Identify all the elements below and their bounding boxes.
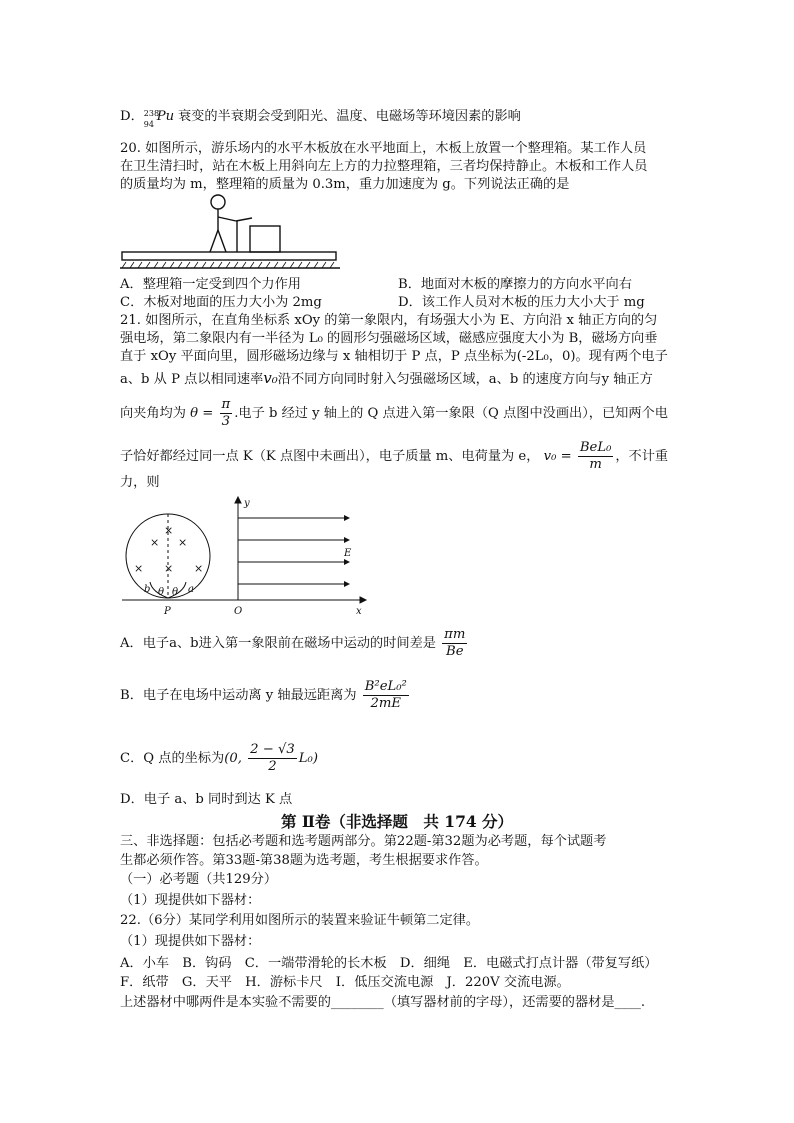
- q21-option-b: B．电子在电场中运动离 y 轴最远距离为 $\frac{\text{B²eL₀²}}{2mE}$: [120, 679, 407, 711]
- theta-fraction: $\frac{\pi}{3}$: [221, 397, 231, 429]
- equipment-list-line2: F．纸带 G．天平 H．游标卡尺 I．低压交流电源 J．220V 交流电源。: [120, 975, 570, 990]
- q20-stem-line2: 在卫生清扫时，站在木板上用斜向左上方的力拉整理箱，三者均保持静止。木板和工作人员: [120, 159, 648, 174]
- q21-stem-line7: 力，则: [120, 475, 160, 490]
- x-axis-arrow: [360, 597, 366, 603]
- field-cross: ×: [194, 562, 204, 575]
- option-a-fraction: $\frac{\pi m}{Be}$: [444, 627, 466, 659]
- pull-rope: [236, 218, 252, 221]
- required-section-title: （一）必考题（共129分）: [120, 872, 278, 887]
- part-two-intro-line1: 三、非选择题：包括必考题和选考题两部分。第22题-第32题为必考题，每个试题考: [120, 834, 607, 849]
- electron-a-label: a: [188, 584, 194, 595]
- q20-stem-line3: 的质量均为 m，整理箱的质量为 0.3m，重力加速度为 g。下列说法正确的是: [120, 177, 570, 192]
- q20-option-c: C．木板对地面的压力大小为 2mg: [120, 295, 322, 310]
- electron-b-label: b: [144, 584, 151, 595]
- worker-arm: [218, 217, 236, 221]
- field-arrow-2: [344, 537, 350, 543]
- q21-figure: [120, 494, 370, 616]
- field-cross: ×: [134, 562, 144, 575]
- q22-question: 上述器材中哪两件是本实验不需要的________（填写器材前的字母），还需要的器材是____.: [120, 995, 646, 1010]
- field-arrow-3: [344, 559, 350, 565]
- y-axis-label: y: [244, 498, 250, 509]
- supply-line2: （1）现提供如下器材：: [120, 934, 261, 949]
- field-arrow-4: [344, 581, 350, 587]
- field-cross: ×: [150, 536, 160, 549]
- worker-leg-left: [210, 230, 218, 252]
- x-axis-label: x: [356, 606, 362, 616]
- origin-label: O: [234, 606, 243, 616]
- field-arrow-1: [344, 515, 350, 521]
- q20-option-d: D．该工作人员对木板的压力大小大于 mg: [398, 295, 645, 310]
- part-two-heading: 第 Ⅱ卷（非选择题 共 174 分）: [280, 812, 514, 831]
- part-two-intro-line2: 生都必须作答。第33题-第38题为选考题，考生根据要求作答。: [120, 853, 488, 868]
- q21-option-a: A．电子a、b进入第一象限前在磁场中运动的时间差是 $\frac{\pi m}{Be}$: [120, 627, 466, 659]
- q19-option-d: D． 238 94 Pu 衰变的半衰期会受到阳光、温度、电磁场等环境因素的影响: [120, 109, 521, 129]
- option-b-fraction: $\frac{\text{B²eL₀²}}{2mE}$: [364, 679, 407, 711]
- equipment-list-line1: A．小车 B．钩码 C．一端带滑轮的长木板 D．细绳 E．电磁式打点计器（带复写纸）: [120, 956, 658, 971]
- q21-stem-line5: 向夹角均为 θ = $\frac{\pi}{3}$ .电子 b 经过 y 轴上的 Q 点进入第一象限（Q 点图中没画出），已知两个电: [120, 397, 668, 429]
- q21-stem-line1: 21. 如图所示，在直角坐标系 xOy 的第一象限内，有场强大小为 E、方向沿 x 轴正方向的匀: [120, 313, 658, 328]
- q21-stem-line4: a、b 从 P 点以相同速率v₀沿不同方向同时射入匀强磁场区域，a、b 的速度方向与y 轴正方: [120, 369, 653, 387]
- y-axis-arrow: [235, 497, 241, 503]
- worker-leg-right: [218, 230, 226, 252]
- nuclide-symbol: 238 94 Pu: [143, 109, 175, 129]
- q20-option-a: A．整理箱一定受到四个力作用: [120, 277, 301, 292]
- field-e-label: E: [344, 548, 352, 559]
- supply-line1: （1）现提供如下器材：: [120, 893, 261, 908]
- q21-stem-line2: 强电场，第二象限内有一半径为 L₀ 的圆形匀强磁场区域，磁感应强度大小为 B，磁场方向垂: [120, 331, 658, 346]
- v0-fraction: $\frac{\text{BeL₀}}{m}$: [579, 440, 612, 472]
- option-c-fraction: $\frac{2 - √3}{2}$: [250, 742, 295, 774]
- q20-option-b: B．地面对木板的摩擦力的方向水平向右: [398, 277, 632, 292]
- theta-a-label: θ: [172, 587, 179, 598]
- point-p-label: P: [164, 606, 171, 616]
- theta-b-label: θ: [158, 587, 165, 598]
- worker-head: [211, 195, 225, 209]
- q21-option-d: D．电子 a、b 同时到达 K 点: [120, 792, 293, 807]
- q21-stem-line3: 直于 xOy 平面向里，圆形磁场边缘与 x 轴相切于 P 点，P 点坐标为(-2L₀，0)。现有两个电子: [120, 349, 668, 364]
- q21-stem-line6: 子恰好都经过同一点 K（K 点图中未画出），电子质量 m、电荷量为 e， v₀ = $\frac{\text{BeL₀}}{m}$ ，不计重: [120, 440, 669, 472]
- field-cross: ×: [164, 524, 174, 537]
- q21-option-c: C．Q 点的坐标为(0, $\frac{2 - √3}{2}$ L₀): [120, 742, 318, 774]
- storage-box: [250, 226, 280, 252]
- q20-stem-line1: 20. 如图所示，游乐场内的水平木板放在水平地面上，木板上放置一个整理箱。某工作人员: [120, 141, 647, 156]
- field-cross: ×: [164, 562, 174, 575]
- q22-stem: 22.（6分）某同学利用如图所示的装置来验证牛顿第二定律。: [120, 913, 480, 928]
- field-cross: ×: [178, 536, 188, 549]
- q20-figure: [120, 190, 340, 274]
- wooden-board: [122, 252, 336, 260]
